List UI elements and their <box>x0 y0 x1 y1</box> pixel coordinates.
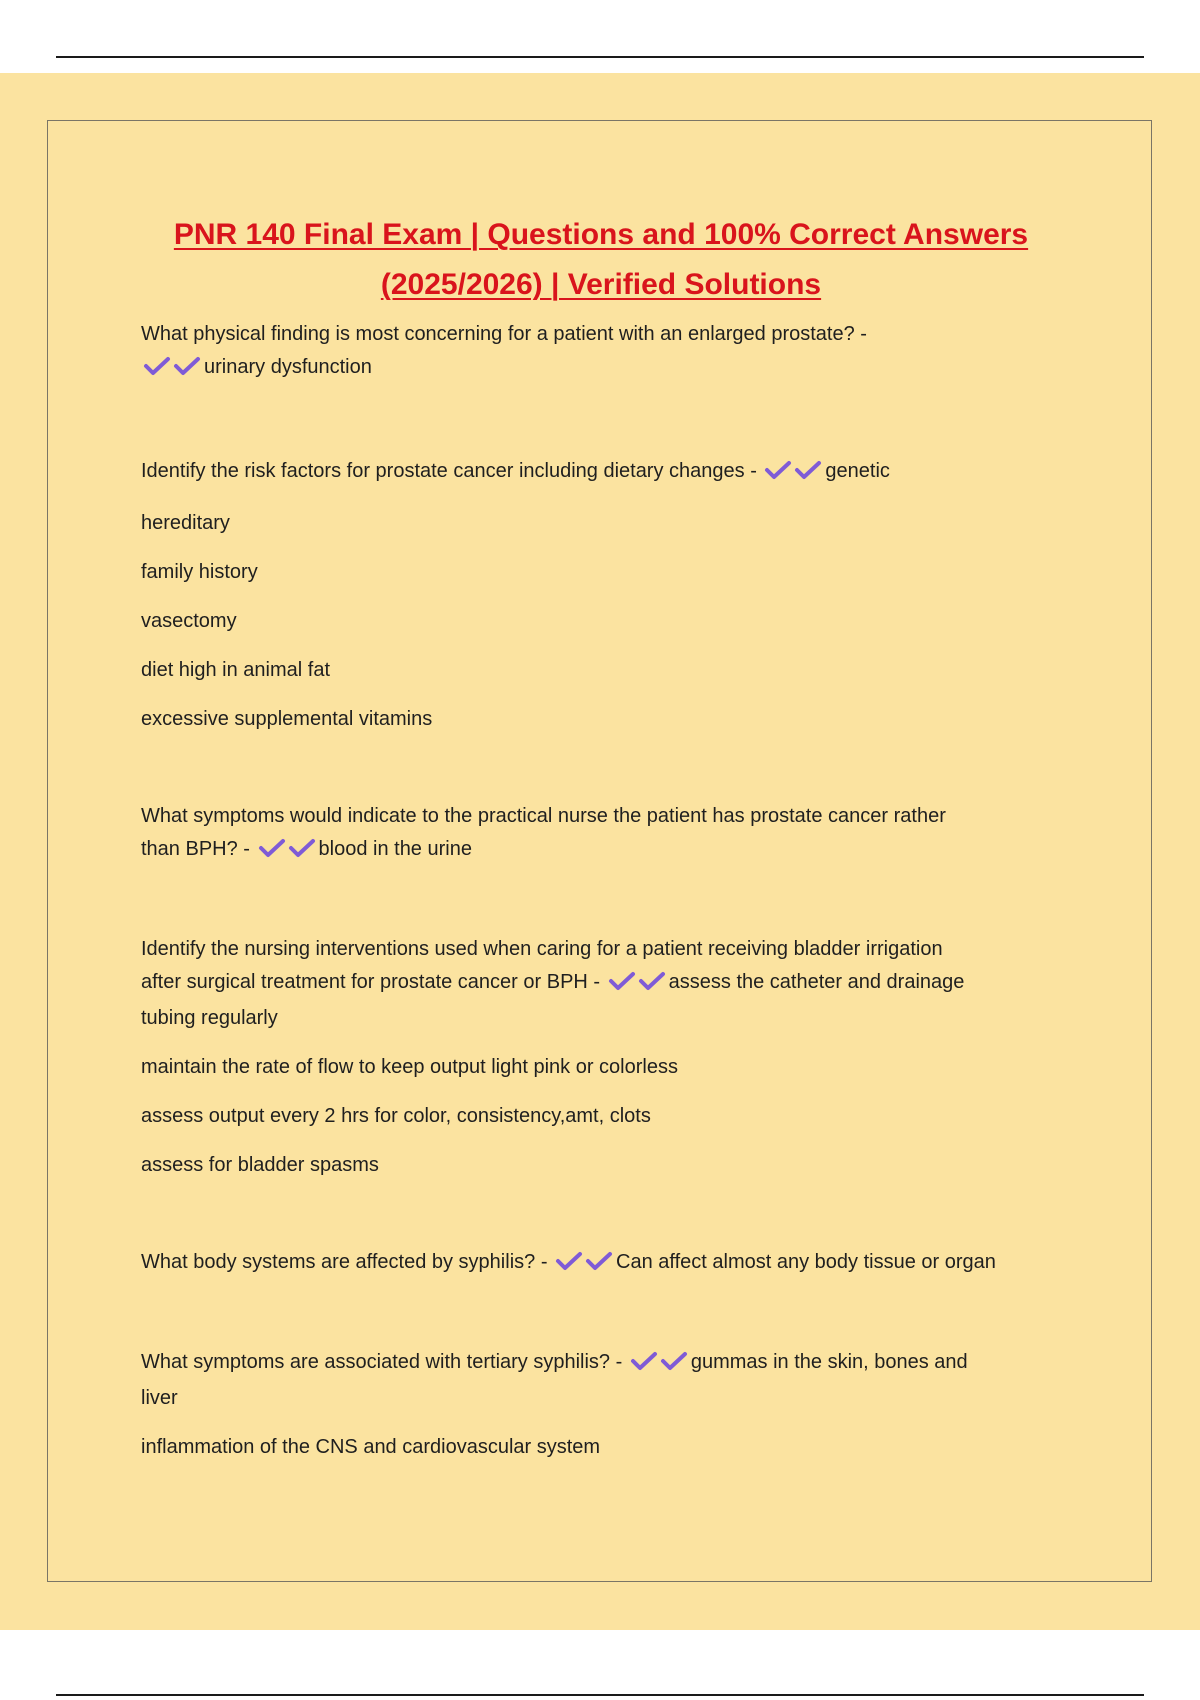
qa-item-4 <box>141 933 1061 1182</box>
double-check-icon <box>630 1349 688 1382</box>
double-check-icon <box>258 836 316 869</box>
qa-item-6 <box>141 1346 1061 1464</box>
answer-text: gummas in the skin, bones and <box>690 1351 968 1373</box>
question-text: What body systems are affected by syphilis? - Can affect almost any body tissue or organ <box>141 1246 1061 1282</box>
answer-item: diet high in animal fat <box>141 659 331 681</box>
qa-item-2 <box>141 455 1061 736</box>
document-content <box>141 210 1061 1464</box>
answer-text: genetic <box>825 460 890 482</box>
answer-text: urinary dysfunction <box>204 356 372 378</box>
qa-item-1 <box>141 318 1061 387</box>
top-rule <box>56 56 1144 58</box>
title-line-1: PNR 140 Final Exam | Questions and 100% Correct Answers <box>173 218 1029 251</box>
qa-item-5 <box>141 1246 1061 1282</box>
double-check-icon <box>608 969 666 1002</box>
answer-text: assess the catheter and drainage <box>668 971 965 993</box>
answer-item: inflammation of the CNS and cardiovascular system <box>141 1436 601 1458</box>
answer-item: excessive supplemental vitamins <box>141 708 433 730</box>
question-text: What symptoms would indicate to the practical nurse the patient has prostate cancer rather <box>141 805 946 827</box>
answer-item: assess for bladder spasms <box>141 1154 379 1176</box>
answer-text: Can affect almost any body tissue or organ <box>616 1251 996 1273</box>
double-check-icon <box>555 1249 613 1282</box>
question-text-cont: than BPH? - <box>141 838 250 860</box>
document-title <box>141 210 1061 310</box>
title-line-2: (2025/2026) | Verified Solutions <box>380 268 822 301</box>
double-check-icon <box>143 354 201 387</box>
answer-text-cont: tubing regularly <box>141 1007 278 1029</box>
answer-line <box>141 351 1061 387</box>
double-check-icon <box>764 458 822 491</box>
answer-item: assess output every 2 hrs for color, consistency,amt, clots <box>141 1105 651 1127</box>
question-text-cont: after surgical treatment for prostate cancer or BPH - <box>141 971 601 993</box>
answer-line <box>141 833 1061 869</box>
bottom-rule <box>56 1694 1144 1696</box>
answer-text-cont: liver <box>141 1387 178 1409</box>
answer-item: hereditary <box>141 512 230 534</box>
question-text: Identify the risk factors for prostate cancer including dietary changes - genetic <box>141 455 1061 491</box>
answer-line <box>141 966 1061 1002</box>
answer-text: blood in the urine <box>318 838 472 860</box>
answer-item: family history <box>141 561 258 583</box>
question-text: Identify the nursing interventions used when caring for a patient receiving bladder irrigation <box>141 938 943 960</box>
answer-item: vasectomy <box>141 610 237 632</box>
question-text: What physical finding is most concerning for a patient with an enlarged prostate? - <box>141 323 867 345</box>
answer-item: maintain the rate of flow to keep output light pink or colorless <box>141 1056 678 1078</box>
qa-item-3 <box>141 800 1061 869</box>
question-text: What symptoms are associated with tertiary syphilis? - gummas in the skin, bones and <box>141 1346 1061 1382</box>
